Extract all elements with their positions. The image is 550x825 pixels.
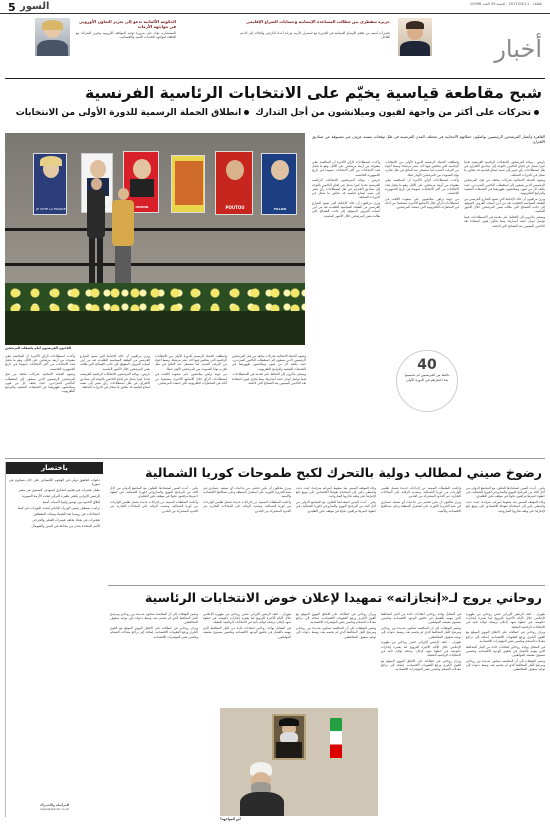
sidebar-list (6, 478, 103, 798)
poster-fillon (261, 153, 297, 215)
quote-number: 40 (417, 357, 437, 373)
sidebar-item-5: ترامب يستقبل رئيس الوزراء الياباني لبحث التوترات في آسيا (17, 506, 100, 511)
story3-col-3 (296, 612, 376, 704)
lead-body-p4: وانطلقت الحملة الرسمية للدورة الأولى من الانتخابات الرئاسية التي يتنافس فيها أحد عشر مرشحا، وسط أجواء من الترقب الشديد لما ستسفر عنه النتائج في ظل تقارب نوايا التصويت بين المرشحين الأوفر حظا. (385, 160, 459, 177)
story2-p9: بكين - أبدت الصين استعدادها للتعاون مع المجتمع الدولي من أجل الحد من البرنامج النووي والصاروخي لكوريا الشمالية، في خطوة اعتبرها مراقبون تحولا في موقف بكين التقليدي. (110, 486, 198, 499)
poster-lepen (33, 153, 67, 215)
top-right-summary: تحذيرات أممية من تفاقم الأوضاع الإنسانية في الجزيرة مع استمرار الأزمة وتزايد أعداد النازحين والحاجة إلى الدعم العاجل. (240, 31, 390, 40)
lead-subhead-1: تحركات على أكثر من واجهة لفيون وميلانشون من أجل التدارك (255, 108, 531, 118)
lead-photo (5, 133, 305, 345)
lead-body-p5: وأكدت استطلاعات الرأي الأخيرة أن المنافسة تبقى مفتوحة بين أربعة مرشحين على الأقل، وهو ما يجعل هذه الانتخابات من أكثر الانتخابات غموضا في تاريخ الجمهورية الخامسة. (385, 178, 459, 196)
story3-p12: في المقابل يواجه روحاني انتقادات حادة من التيار المحافظ الذي يتهمه بالفشل في تحقيق الوعود الاقتصادية وتحسين مستوى معيشة المواطنين. (203, 626, 291, 639)
top-right-headline: جزيرة سقطرى بين مطالب المساعدة الإنسانية وحسابات الصراع الإقليمي (246, 19, 390, 24)
story2-p4: ويرى محللون أن بكين تخشى من تداعيات أي تصعيد عسكري في شبه الجزيرة الكورية على استقرار المنطقة وعلى مصالحها الاقتصادية والأمنية. (381, 500, 461, 513)
story3-p9: ويركز روحاني في خطاباته على الاتفاق النووي الموقع مع القوى الكبرى ورفع العقوبات الاقتصادية، إضافة إلى تراجع معدلات التضخم وتحسن بعض المؤشرات الاقتصادية. (296, 612, 376, 625)
story3-photo (220, 708, 378, 816)
lead-lower-p8: وتشهد الحملة الانتخابية تحركات مكثفة من قبل المرشحين الرئيسيين الذين يسعون إلى استقطاب الناخبين المترددين، حيث يكثف كل من فيون وميلانشون ظهورهما في التجمعات الشعبية والبرامج التلفزيونية. (5, 372, 75, 394)
poster-lepen-text: JE VOTE LA FRANCE (36, 207, 66, 211)
lead-subheads (16, 107, 542, 119)
story2-p3: وأعلنت السلطات الصينية عن إجراءات جديدة تشمل تقليص الواردات من كوريا الشمالية، وتشديد الرقابة على المبادلات التجارية عبر الحدود المشتركة بين البلدين. (381, 486, 461, 499)
lead-body-p8: باريس - يواجه المرشحون للانتخابات الرئاسية الفرنسية تحديا كبيرا يتمثل في إقناع الناخبين بالتوجه إلى صناديق الاقتراع، في ظل استطلاعات رأي تشير إلى نسبة امتناع قياسية قد تتجاوز ما سجل في الدورات السابقة. (312, 178, 380, 200)
lead-headline: شبح مقاطعة قياسية يخيّم على الانتخابات الرئاسية الفرنسية (84, 84, 542, 102)
story2-col-4 (203, 486, 291, 582)
sidebar-footer: للمراسلة والاشتراك (39, 803, 70, 807)
lead-lower-col-2 (155, 354, 227, 456)
story2-p2: وجاء الموقف الصيني بعد ضغوط أميركية متزايدة، حيث دعت واشنطن بكين إلى استخدام نفوذها الاقتصادي على بيونغ يانغ لإجبارها على وقف تجاربها الصاروخية. (466, 500, 545, 513)
story2-headline: رضوخ صيني لمطالب دولية بالتحرك لكبح طموحات كوريا الشمالية (145, 465, 542, 480)
sidebar-item-8: الأمم المتحدة تحذر من مجاعة في اليمن والصومال (31, 524, 100, 529)
lead-intro: القاهرة وأنصار المرشحين الرئيسيين يواصلون حملاتهم الانتخابية في مختلف المدن الفرنسية في ظل توقعات بنسبة عزوف غير مسبوقة عن صناديق الاقتراع. (312, 134, 545, 144)
story3-headline: روحاني يروج لـ«إنجازاته» تمهيدا لإعلان خوض الانتخابات الرئاسية (144, 590, 542, 605)
story2-p5: وجاء الموقف الصيني بعد ضغوط أميركية متزايدة، حيث دعت واشنطن بكين إلى استخدام نفوذها الاقتصادي على بيونغ يانغ لإجبارها على وقف تجاربها الصاروخية. (296, 486, 376, 499)
lead-body-p1b: ويسعى ماكرون إلى الحفاظ على تقدمه في الاستطلاعات، فيما تواصل لوبان حشد أنصارها، بينما يحاول فيون استعادة ثقة الناخبين اليمينيين بعد الفضائح التي لاحقته. (464, 215, 545, 228)
sidebar-item-7: تفجيرات في بغداد تخلف عشرات القتلى والجرحى (32, 518, 100, 523)
story3-p11: طهران - كثف الرئيس الإيراني حسن روحاني من ظهوره الإعلامي خلال الأيام الأخيرة للترويج لما يعتبره إنجازات حكومته، في خطوة تمهد لإعلان ترشحه لولاية ثانية في الانتخابات الرئاسية المقبلة. (203, 612, 291, 625)
section-title: أخبار (494, 35, 542, 63)
story3-p13: وتشير التوقعات إلى أن المنافسة ستكون شديدة بين روحاني ومرشح التيار المحافظ الذي لم يحسم بعد، وسط دعوات إلى توحيد صفوف المحافظين. (110, 612, 198, 625)
masthead-logo: السور (20, 1, 50, 12)
story3-p3: في المقابل يواجه روحاني انتقادات حادة من التيار المحافظ الذي يتهمه بالفشل في تحقيق الوعود الاقتصادية وتحسين مستوى معيشة المواطنين. (466, 644, 545, 658)
story3-p5: في المقابل يواجه روحاني انتقادات حادة من التيار المحافظ الذي يتهمه بالفشل في تحقيق الوعود الاقتصادية وتحسين مستوى معيشة المواطنين. (381, 612, 461, 625)
poster-fillon-text: FILLON (274, 207, 286, 211)
top-right-photo (398, 18, 432, 56)
sidebar-email[interactable]: news@alarab.co.uk (39, 806, 70, 811)
story3-col-2 (381, 612, 461, 818)
poster-poutou (215, 151, 253, 215)
sidebar-item-1: دعوات لتحقيق دولي في الهجوم الكيميائي على خان شيخون في سوريا (9, 478, 100, 487)
story2-p6: بكين - أبدت الصين استعدادها للتعاون مع المجتمع الدولي من أجل الحد من البرنامج النووي والصاروخي لكوريا الشمالية، في خطوة اعتبرها مراقبون تحولا في موقف بكين التقليدي. (296, 500, 376, 513)
quote-text: بالمئة من الفرنسيين لم يحسموا بعد اختيارهم في الدورة الأولى (404, 373, 450, 382)
story2-p1: بكين - أبدت الصين استعدادها للتعاون مع المجتمع الدولي من أجل الحد من البرنامج النووي والصاروخي لكوريا الشمالية، في خطوة اعتبرها مراقبون تحولا في موقف بكين التقليدي. (466, 486, 545, 499)
lead-lower-col-3 (80, 354, 150, 456)
lead-subhead-2: انطلاق الحملة الرسمية للدورة الأولى من الانتخابات (15, 108, 242, 118)
poster-misc (171, 155, 205, 213)
story2-p10: وأعلنت السلطات الصينية عن إجراءات جديدة تشمل تقليص الواردات من كوريا الشمالية، وتشديد الرقابة على المبادلات التجارية عبر الحدود المشتركة بين البلدين. (110, 500, 198, 513)
lead-lower-p5: ويرى مراقبون أن حالة الإحباط التي تسود الشارع الفرنسي من الطبقة السياسية التقليدية تعد من أبرز أسباب العزوف المتوقع، إلى جانب الفضائح التي طالت بعض المرشحين خلال الأشهر الماضية. (80, 354, 150, 371)
top-left-headline: الحكومة الألمانية تدعو إلى تعزيز التعاون الأوروبي في مواجهة الأزمات (79, 19, 176, 29)
sidebar-item-3: الرئيس الإيراني يلتقي نظيره التركي لبحث الأزمة السورية (21, 494, 100, 499)
story3-p6: وتشير التوقعات إلى أن المنافسة ستكون شديدة بين روحاني ومرشح التيار المحافظ الذي لم يحسم بعد، وسط دعوات إلى توحيد صفوف المحافظين. (381, 626, 461, 639)
date-line: الثلاثاء - 2017/04/11 - السنة 39 العدد 10598 (469, 2, 542, 6)
lead-body-col-1 (464, 160, 545, 450)
sidebar (5, 462, 103, 817)
lead-body-p1: باريس - يواجه المرشحون للانتخابات الرئاسية الفرنسية تحديا كبيرا يتمثل في إقناع الناخبين بالتوجه إلى صناديق الاقتراع، في ظل استطلاعات رأي تشير إلى نسبة امتناع قياسية قد تتجاوز ما سجل في الدورات السابقة. (464, 160, 545, 177)
poster-hamon-text: HAMON (135, 205, 149, 209)
story3-p1: طهران - كثف الرئيس الإيراني حسن روحاني من ظهوره الإعلامي خلال الأيام الأخيرة للترويج لما يعتبره إنجازات حكومته، في خطوة تمهد لإعلان ترشحه لولاية ثانية في الانتخابات الرئاسية المقبلة. (466, 612, 545, 629)
sidebar-item-6: احتجاجات في روسيا ضد الفساد ومئات المعتقلين (33, 512, 100, 517)
top-left-summary: المستشارية تؤكد على ضرورة توحيد المواقف الأوروبية وتعزيز الشراكة مع الحلفاء لمواجهة التحديات الأمنية والاقتصادية. (76, 31, 176, 40)
lead-lower-p2: ويسعى ماكرون إلى الحفاظ على تقدمه في الاستطلاعات، فيما تواصل لوبان حشد أنصارها، بينما يحاول فيون استعادة ثقة الناخبين اليمينيين بعد الفضائح التي لاحقته. (232, 372, 306, 385)
lead-body-col-3 (312, 160, 380, 450)
lead-body-p6: من جهته يراهن ميلانشون على صعوده اللافت في استطلاعات الرأي خلال الأسابيع الأخيرة، مستفيدا من أدائه في المناظرات التلفزيونية التي جمعت المرشحين. (385, 196, 459, 210)
lead-lower-p7: وأكدت استطلاعات الرأي الأخيرة أن المنافسة تبقى مفتوحة بين أربعة مرشحين على الأقل، وهو ما يجعل هذه الانتخابات من أكثر الانتخابات غموضا في تاريخ الجمهورية الخامسة. (5, 354, 75, 371)
quote-badge (396, 350, 458, 412)
lead-lower-col-1 (232, 354, 306, 456)
masthead (0, 0, 550, 14)
pedestrian-1 (85, 178, 107, 288)
lead-lower-p1: وتشهد الحملة الانتخابية تحركات مكثفة من قبل المرشحين الرئيسيين الذين يسعون إلى استقطاب الناخبين المترددين، حيث يكثف كل من فيون وميلانشون ظهورهما في التجمعات الشعبية والبرامج التلفزيونية. (232, 354, 306, 371)
story3-p4: وتشير التوقعات إلى أن المنافسة ستكون شديدة بين روحاني ومرشح التيار المحافظ الذي لم يحسم بعد، وسط دعوات إلى توحيد صفوف المحافظين. (466, 658, 545, 672)
story2-p7: ويرى محللون أن بكين تخشى من تداعيات أي تصعيد عسكري في شبه الجزيرة الكورية على استقرار المنطقة وعلى مصالحها الاقتصادية والأمنية. (203, 486, 291, 499)
story3-col-5 (110, 612, 198, 704)
story3-p10: وتشير التوقعات إلى أن المنافسة ستكون شديدة بين روحاني ومرشح التيار المحافظ الذي لم يحسم بعد، وسط دعوات إلى توحيد صفوف المحافظين. (296, 626, 376, 639)
story2-col-3 (296, 486, 376, 582)
page-number: 5 (8, 1, 16, 14)
story2-col-1 (466, 486, 545, 582)
story2-p8: وأعلنت السلطات الصينية عن إجراءات جديدة تشمل تقليص الواردات من كوريا الشمالية، وتشديد الرقابة على المبادلات التجارية عبر الحدود المشتركة بين البلدين. (203, 500, 291, 513)
story2-col-2 (381, 486, 461, 582)
sidebar-item-4: إغلاق الحدود بين تونس وليبيا لأسباب أمنية (42, 500, 100, 505)
lead-lower-p4: من جهته يراهن ميلانشون على صعوده اللافت في استطلاعات الرأي خلال الأسابيع الأخيرة، مستفيدا من أدائه في المناظرات التلفزيونية التي جمعت المرشحين. (155, 372, 227, 385)
top-left-photo (35, 18, 70, 56)
lead-lower-col-4 (5, 354, 75, 456)
lead-body-p3: ويرى مراقبون أن حالة الإحباط التي تسود الشارع الفرنسي من الطبقة السياسية التقليدية تعد من أبرز أسباب العزوف المتوقع، إلى جانب الفضائح التي طالت بعض المرشحين خلال الأشهر الماضية. (464, 196, 545, 214)
lead-body-p2: وتشهد الحملة الانتخابية تحركات مكثفة من قبل المرشحين الرئيسيين الذين يسعون إلى استقطاب الناخبين المترددين، حيث يكثف كل من فيون وميلانشون ظهورهما في التجمعات الشعبية والبرامج التلفزيونية. (464, 178, 545, 196)
poster-poutou-text: POUTOU (225, 205, 245, 210)
story3-p7: طهران - كثف الرئيس الإيراني حسن روحاني من ظهوره الإعلامي خلال الأيام الأخيرة للترويج لما يعتبره إنجازات حكومته، في خطوة تمهد لإعلان ترشحه لولاية ثانية في الانتخابات الرئاسية المقبلة. (381, 640, 461, 658)
story3-p8: ويركز روحاني في خطاباته على الاتفاق النووي الموقع مع القوى الكبرى ورفع العقوبات الاقتصادية، إضافة إلى تراجع معدلات التضخم وتحسن بعض المؤشرات الاقتصادية. (381, 658, 461, 672)
sidebar-item-2: مقتل عشرات في هجوم انتحاري استهدف كنيستين في مصر (18, 488, 100, 493)
story3-photo-caption: أين المواجهة؟ (220, 817, 241, 821)
story3-p2: ويركز روحاني في خطاباته على الاتفاق النووي الموقع مع القوى الكبرى ورفع العقوبات الاقتصادية، إضافة إلى تراجع معدلات التضخم وتحسن بعض المؤشرات الاقتصادية. (466, 630, 545, 643)
sidebar-title: باختصار (6, 462, 103, 474)
lead-body-p7: وأكدت استطلاعات الرأي الأخيرة أن المنافسة تبقى مفتوحة بين أربعة مرشحين على الأقل، وهو ما يجعل هذه الانتخابات من أكثر الانتخابات غموضا في تاريخ الجمهورية الخامسة. (312, 160, 380, 177)
lead-lower-p6: باريس - يواجه المرشحون للانتخابات الرئاسية الفرنسية تحديا كبيرا يتمثل في إقناع الناخبين بالتوجه إلى صناديق الاقتراع، في ظل استطلاعات رأي تشير إلى نسبة امتناع قياسية قد تتجاوز ما سجل في الدورات السابقة. (80, 372, 150, 390)
story3-col-4 (203, 612, 291, 704)
story2-col-5 (110, 486, 198, 582)
lead-lower-p3: وانطلقت الحملة الرسمية للدورة الأولى من الانتخابات الرئاسية التي يتنافس فيها أحد عشر مرشحا، وسط أجواء من الترقب الشديد لما ستسفر عنه النتائج في ظل تقارب نوايا التصويت بين المرشحين الأوفر حظا. (155, 354, 227, 371)
lead-photo-caption: الناخبون الفرنسيون أمام ملصقات المرشحين (5, 346, 72, 350)
story3-col-1 (466, 612, 545, 818)
top-stories-strip (0, 15, 550, 77)
lead-body-p9: ويرى مراقبون أن حالة الإحباط التي تسود الشارع الفرنسي من الطبقة السياسية التقليدية تعد من أبرز أسباب العزوف المتوقع، إلى جانب الفضائح التي طالت بعض المرشحين خلال الأشهر الماضية. (312, 201, 380, 218)
pedestrian-2 (110, 188, 136, 288)
story3-p14: ويركز روحاني في خطاباته على الاتفاق النووي الموقع مع القوى الكبرى ورفع العقوبات الاقتصادية، إضافة إلى تراجع معدلات التضخم وتحسن بعض المؤشرات الاقتصادية. (110, 626, 198, 639)
